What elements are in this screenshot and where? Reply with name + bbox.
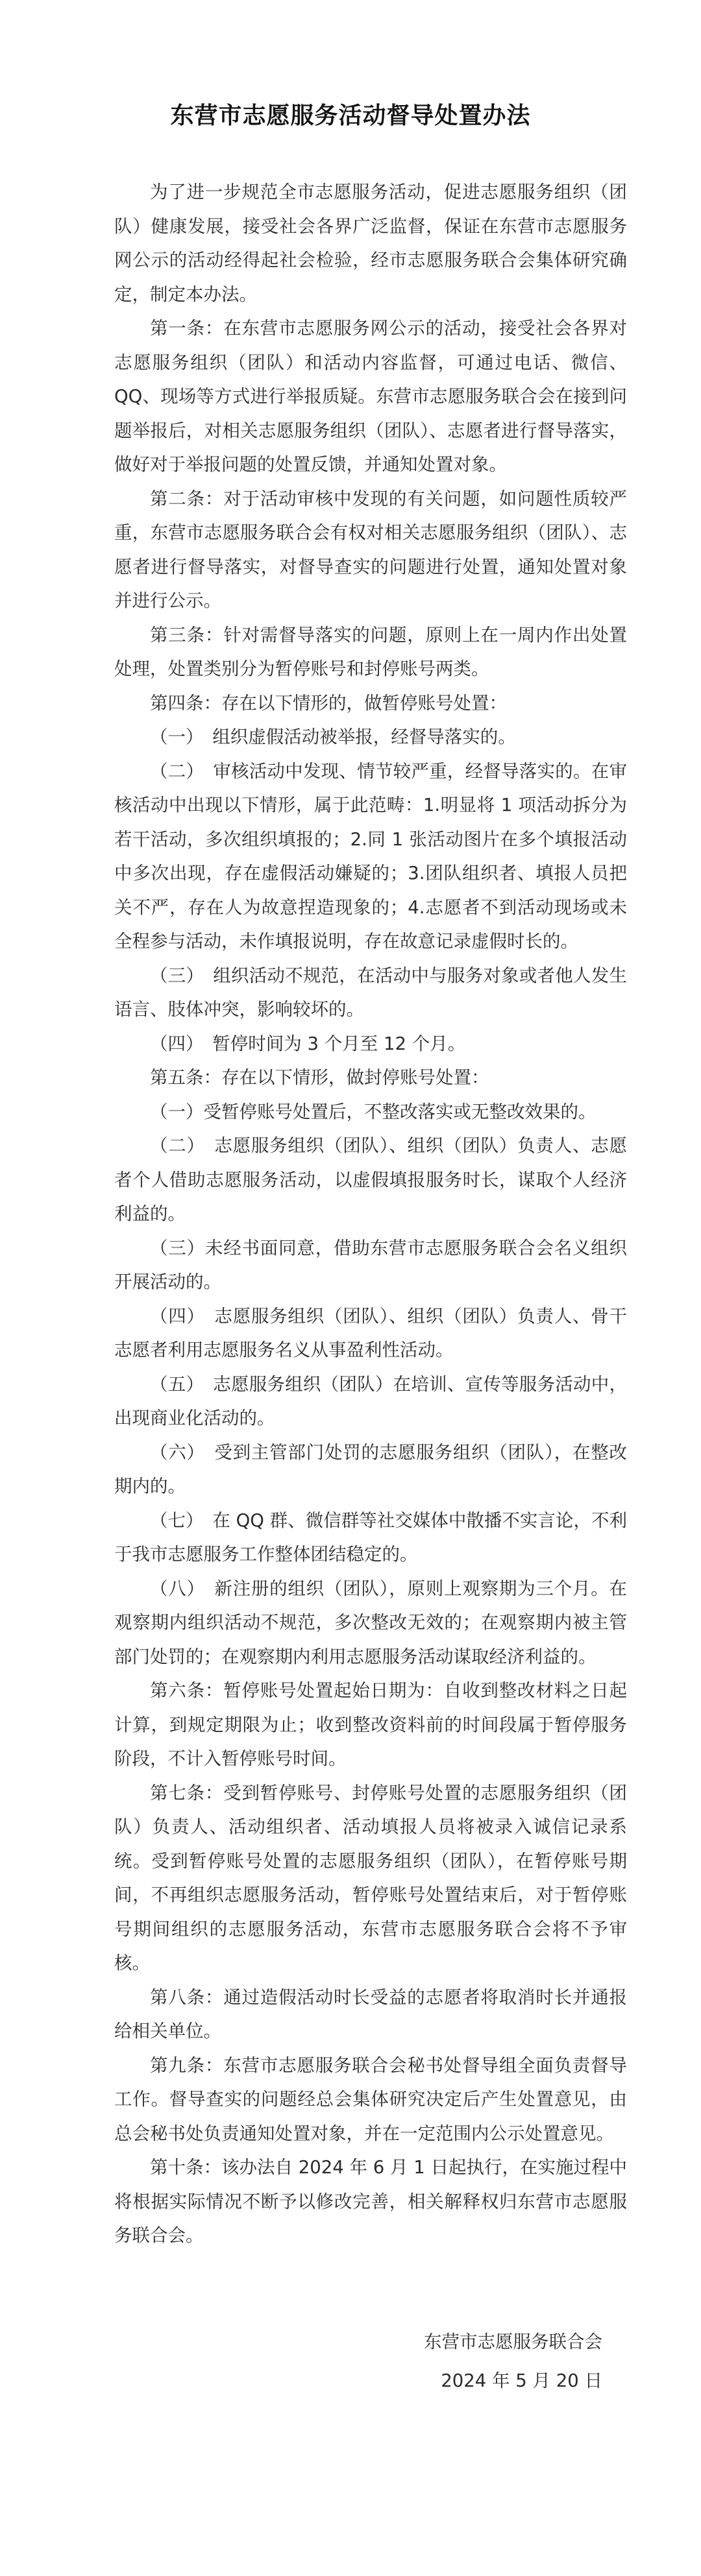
paragraph-article-5-item-5: （五） 志愿服务组织（团队）在培训、宣传等服务活动中，出现商业化活动的。: [114, 1373, 627, 1428]
paragraph-article-5-item-8: （八） 新注册的组织（团队），原则上观察期为三个月。在观察期内组织活动不规范，多次整改无效的；在观察期内被主管部门处罚的；在观察期内利用志愿服务活动谋取经济利益的。: [114, 1578, 627, 1667]
document-title: 东营市志愿服务活动督导处置办法: [170, 102, 531, 129]
paragraph-article-5-item-6: （六） 受到主管部门处罚的志愿服务组织（团队），在整改期内的。: [114, 1441, 627, 1497]
signature-date: 2024 年 5 月 20 日: [441, 2370, 602, 2391]
paragraph-article-4-item-1: （一） 组织虚假活动被举报，经督导落实的。: [150, 727, 516, 747]
paragraph-article-5-item-7: （七） 在 QQ 群、微信群等社交媒体中散播不实言论，不利于我市志愿服务工作整体团结稳定的。: [114, 1510, 627, 1565]
paragraph-article-9: 第九条：东营市志愿服务联合会秘书处督导组全面负责督导工作。督导查实的问题经总会集体研究决定后产生处置意见，由总会秘书处负责通知处置对象，并在一定范围内公示处置意见。: [114, 2054, 627, 2144]
signature-org: 东营市志愿服务联合会: [424, 2331, 602, 2352]
paragraph-article-8: 第八条：通过造假活动时长受益的志愿者将取消时长并通报给相关单位。: [114, 1986, 627, 2041]
paragraph-article-1: 第一条：在东营市志愿服务网公示的活动，接受社会各界对志愿服务组织（团队）和活动内容监督，可通过电话、微信、QQ、现场等方式进行举报质疑。东营市志愿服务联合会在接到问题举报后，对相关志愿服务组织（团队）、志愿者进行督导落实，做好对于举报问题的处置反馈，并通知处置对象。: [114, 318, 627, 475]
paragraph-article-4-item-2: （二） 审核活动中发现、情节较严重，经督导落实的。在审核活动中出现以下情形，属于此范畴：1.明显将 1 项活动拆分为若干活动，多次组织填报的；2.同 1 张活动图片在多个填报活动中多次出现，存在虚假活动嫌疑的；3.团队组织者、填报人员把关不严，存在人为故意捏造现象的；4.志愿者不到活动现场或未全程参与活动，未作填报说明，存在故意记录虚假时长的。: [114, 760, 627, 952]
paragraph-article-10: 第十条：该办法自 2024 年 6 月 1 日起执行，在实施过程中将根据实际情况不断予以修改完善，相关解释权归东营市志愿服务联合会。: [114, 2157, 627, 2246]
paragraph-article-5: 第五条：存在以下情形，做封停账号处置：: [150, 1067, 489, 1088]
paragraph-article-2: 第二条：对于活动审核中发现的有关问题，如问题性质较严重，东营市志愿服务联合会有权对相关志愿服务组织（团队）、志愿者进行督导落实，对督导查实的问题进行处置，通知处置对象并进行公示。: [114, 488, 627, 611]
paragraph-article-4: 第四条：存在以下情形的，做暂停账号处置：: [150, 692, 507, 714]
paragraph-article-5-item-4: （四） 志愿服务组织（团队）、组织（团队）负责人、骨干志愿者利用志愿服务名义从事盈利性活动。: [114, 1305, 627, 1360]
paragraph-article-7: 第七条：受到暂停账号、封停账号处置的志愿服务组织（团队）负责人、活动组织者、活动填报人员将被录入诚信记录系统。受到暂停账号处置的志愿服务组织（团队），在暂停账号期间，不再组织志愿服务活动，暂停账号处置结束后，对于暂停账号期间组织的志愿服务活动，东营市志愿服务联合会将不予审核。: [114, 1782, 627, 1973]
paragraph-article-6: 第六条：暂停账号处置起始日期为：自收到整改材料之日起计算，到规定期限为止；收到整改资料前的时间段属于暂停服务阶段，不计入暂停账号时间。: [114, 1680, 627, 1769]
paragraph-article-3: 第三条：针对需督导落实的问题，原则上在一周内作出处置处理，处置类别分为暂停账号和封停账号两类。: [114, 624, 627, 679]
signature-block: [424, 2322, 602, 2400]
paragraph-article-4-item-4: （四） 暂停时间为 3 个月至 12 个月。: [150, 1033, 466, 1054]
paragraph-intro: 为了进一步规范全市志愿服务活动，促进志愿服务组织（团队）健康发展，接受社会各界广泛监督，保证在东营市志愿服务网公示的活动经得起社会检验，经市志愿服务联合会集体研究确定，制定本办法。: [114, 182, 627, 305]
document-body: [114, 175, 627, 2253]
paragraph-article-5-item-1: （一）受暂停账号处置后，不整改落实或无整改效果的。: [150, 1101, 596, 1122]
paragraph-article-5-item-3: （三）未经书面同意，借助东营市志愿服务联合会名义组织开展活动的。: [114, 1237, 627, 1292]
paragraph-article-4-item-3: （三） 组织活动不规范，在活动中与服务对象或者他人发生语言、肢体冲突，影响较坏的。: [114, 965, 627, 1020]
paragraph-article-5-item-2: （二） 志愿服务组织（团队）、组织（团队）负责人、志愿者个人借助志愿服务活动，以虚假填报服务时长，谋取个人经济利益的。: [114, 1135, 627, 1224]
